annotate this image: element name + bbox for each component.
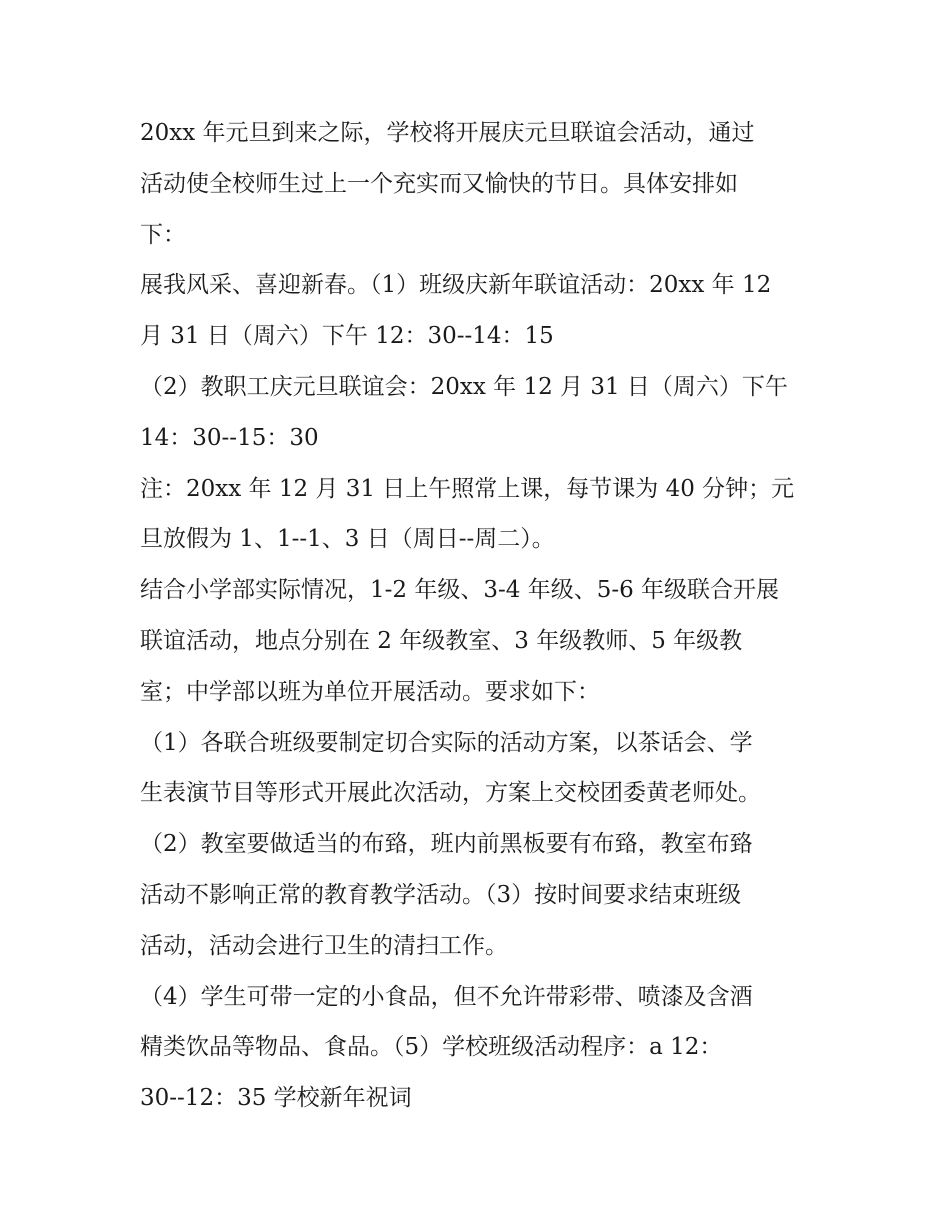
text-line: 20xx 年元旦到来之际，学校将开展庆元旦联谊会活动，通过 xyxy=(140,120,755,146)
text-line: 30--12：35 学校新年祝词 xyxy=(140,1085,412,1112)
text-line: 室；中学部以班为单位开展活动。要求如下： xyxy=(140,678,600,705)
text-line: 14：30--15：30 xyxy=(140,424,319,451)
document-body xyxy=(140,108,820,1124)
text-line: （2）教室要做适当的布臵，班内前黑板要有布臵，教室布臵 xyxy=(140,831,753,858)
text-line: 下： xyxy=(140,221,186,248)
text-line: 活动，活动会进行卫生的清扫工作。 xyxy=(140,932,508,959)
text-line: 旦放假为 1、1--1、3 日（周日--周二）。 xyxy=(140,526,555,553)
text-line: （4）学生可带一定的小食品，但不允许带彩带、喷漆及含酒 xyxy=(140,983,753,1010)
text-line: 月 31 日（周六）下午 12：30--14：15 xyxy=(140,323,554,350)
text-line: 活动不影响正常的教育教学活动。（3）按时间要求结束班级 xyxy=(140,881,742,908)
text-line: （1）各联合班级要制定切合实际的活动方案，以茶话会、学 xyxy=(140,729,753,756)
text-line: 结合小学部实际情况，1-2 年级、3-4 年级、5-6 年级联合开展 xyxy=(140,577,780,604)
text-line: 生表演节目等形式开展此次活动，方案上交校团委黄老师处。 xyxy=(140,780,761,807)
text-line: 活动使全校师生过上一个充实而又愉快的节日。具体安排如 xyxy=(140,170,738,197)
text-line: 注：20xx 年 12 月 31 日上午照常上课，每节课为 40 分钟；元 xyxy=(140,475,795,502)
text-line: 精类饮品等物品、食品。（5）学校班级活动程序：a 12： xyxy=(140,1034,723,1061)
text-line: （2）教职工庆元旦联谊会：20xx 年 12 月 31 日（周六）下午 xyxy=(140,373,788,400)
text-line: 展我风采、喜迎新春。（1）班级庆新年联谊活动：20xx 年 12 xyxy=(140,272,772,299)
text-line: 联谊活动，地点分别在 2 年级教室、3 年级教师、5 年级教 xyxy=(140,627,743,654)
